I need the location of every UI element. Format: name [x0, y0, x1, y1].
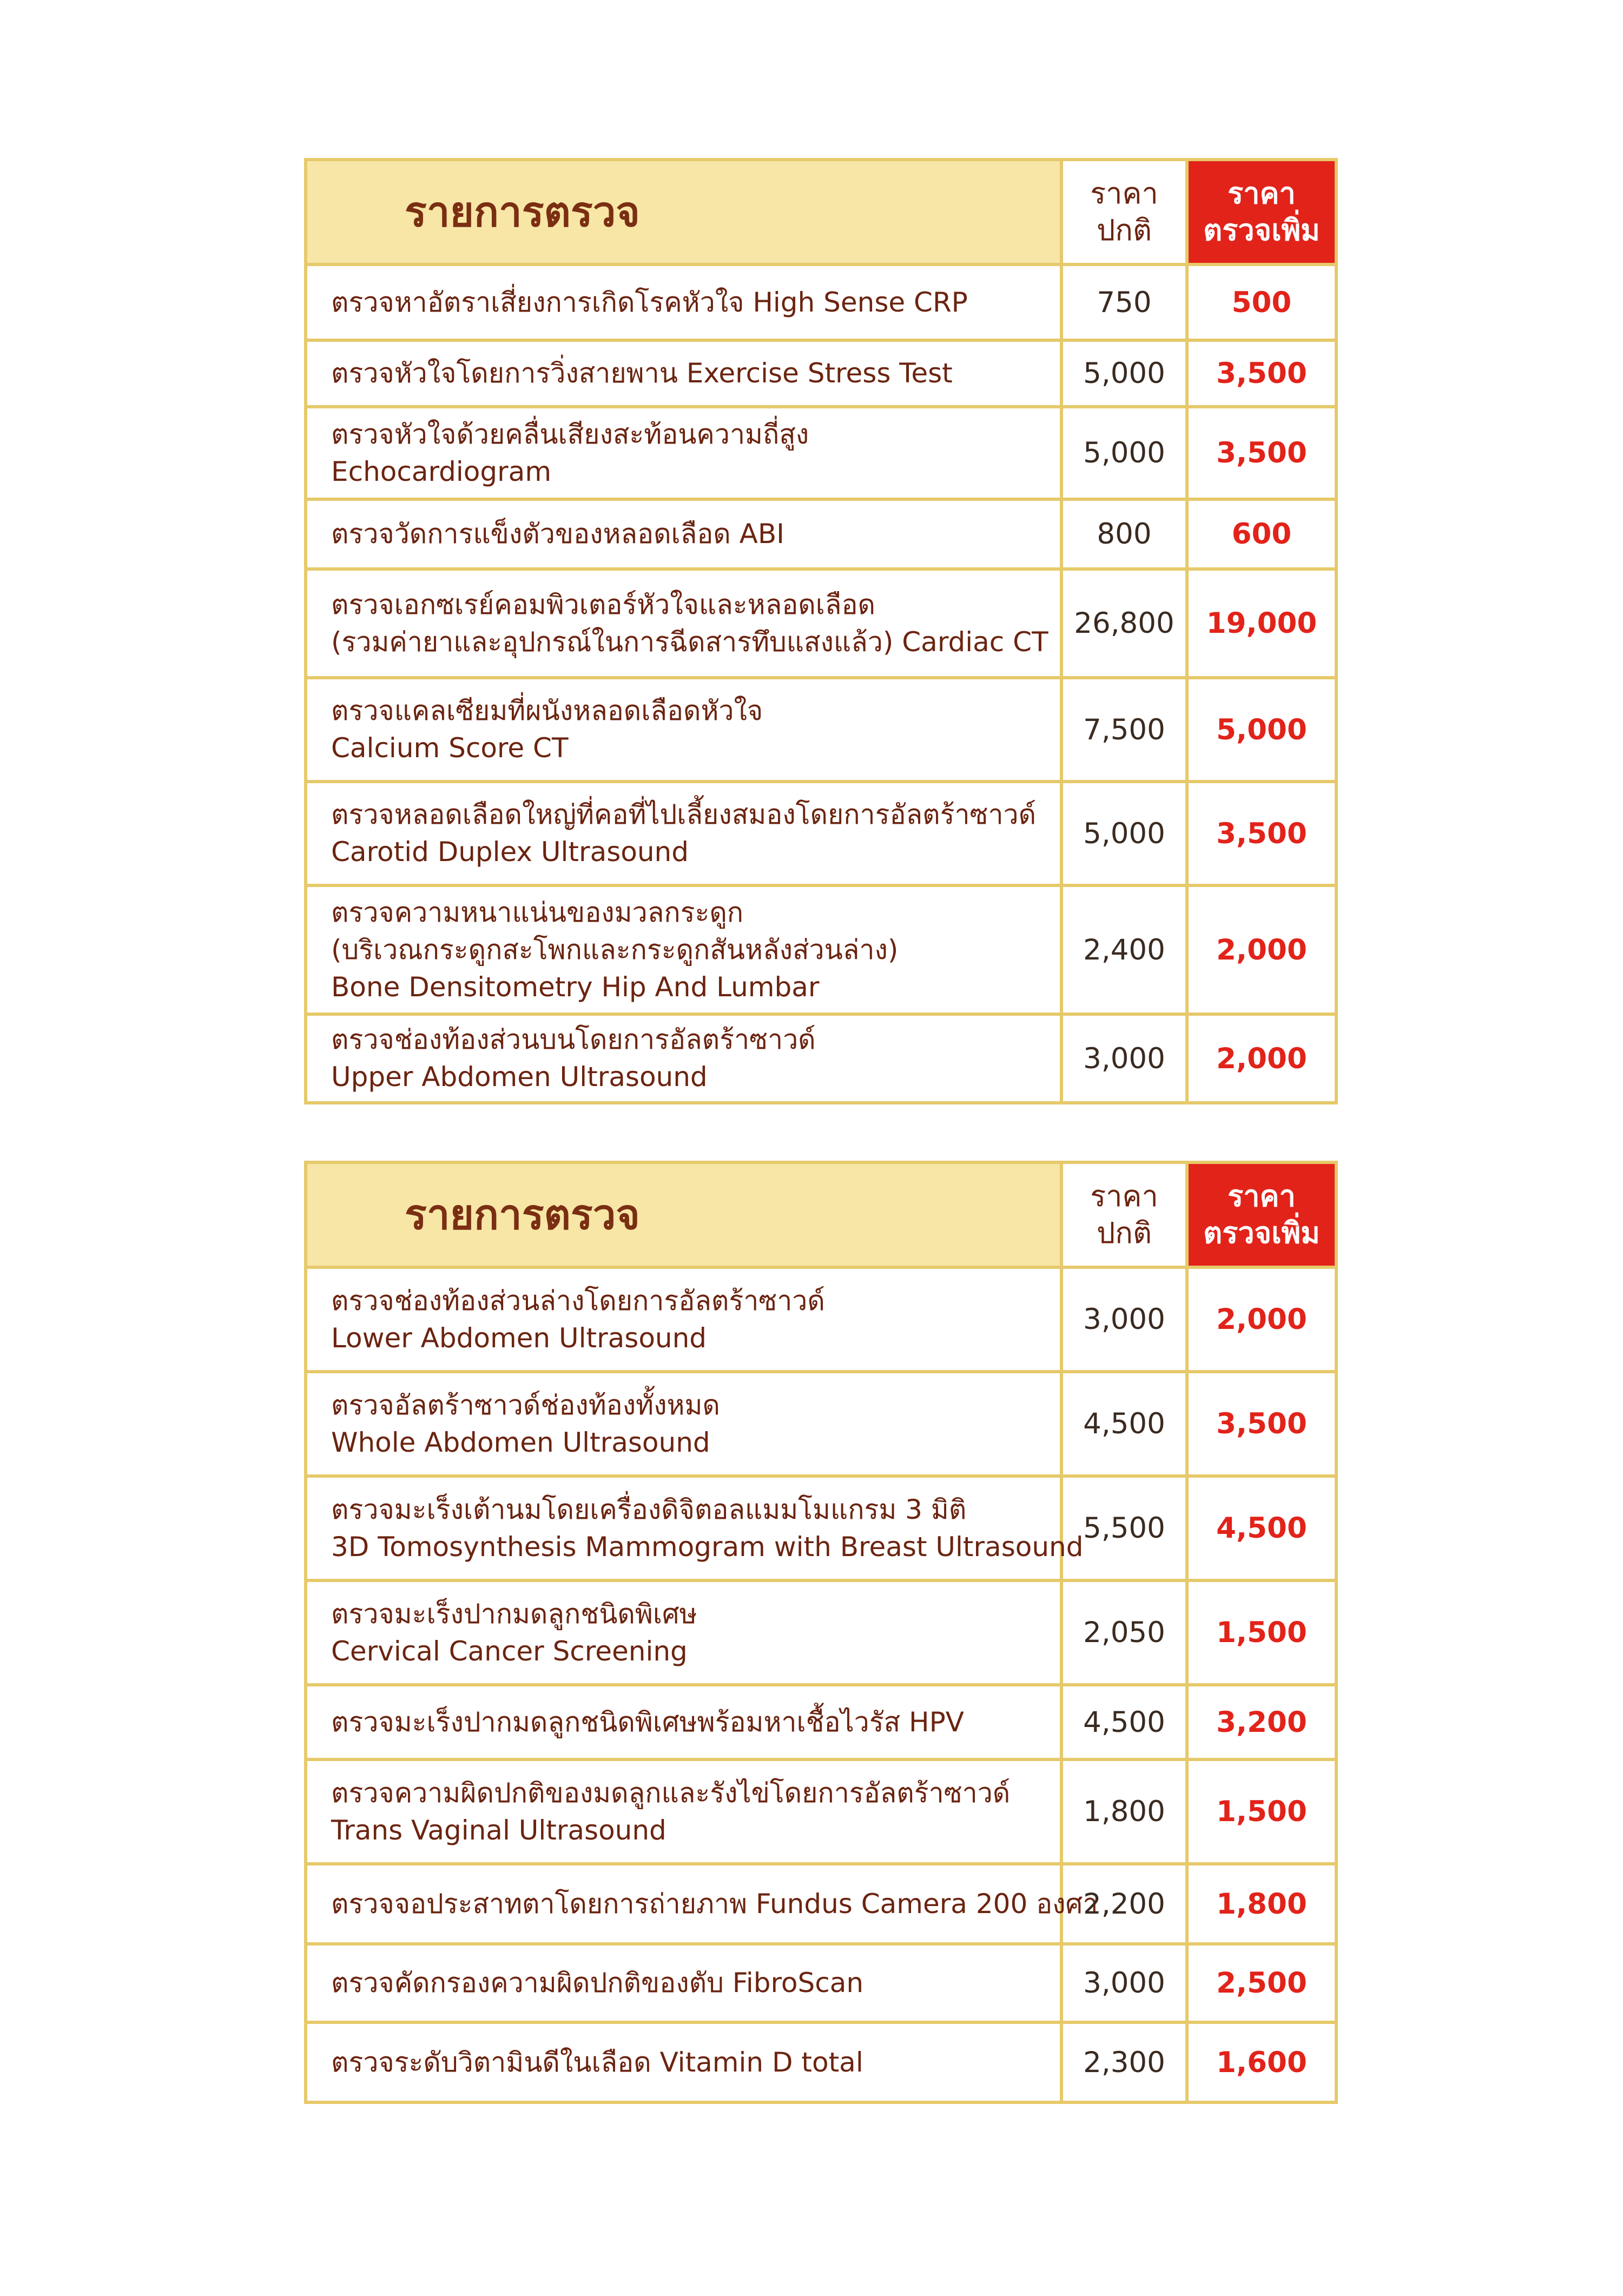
item-line: (บริเวณกระดูกสะโพกและกระดูกสันหลังส่วนล่าง) — [331, 934, 899, 965]
normal-price: 2,200 — [1061, 1864, 1187, 1944]
item-cell — [306, 782, 1061, 885]
item-line: Whole Abdomen Ultrasound — [331, 1426, 710, 1458]
table-row — [306, 569, 1336, 678]
item-cell — [306, 569, 1061, 678]
normal-price: 1,800 — [1061, 1759, 1187, 1864]
item-line: Upper Abdomen Ultrasound — [331, 1061, 708, 1093]
item-line: ตรวจเอกซเรย์คอมพิวเตอร์หัวใจและหลอดเลือด — [331, 588, 875, 620]
item-line: ตรวจอัลตร้าซาวด์ช่องท้องทั้งหมด — [331, 1389, 720, 1421]
header-normal-line1: ราคา — [1090, 1179, 1158, 1213]
table-row — [306, 1759, 1336, 1864]
item-cell — [306, 1476, 1084, 1580]
header-item-label: รายการตรวจ — [306, 160, 1061, 264]
normal-price: 5,500 — [1061, 1476, 1187, 1580]
item-cell — [306, 2022, 1061, 2102]
table-row — [306, 1372, 1336, 1476]
normal-price: 5,000 — [1061, 407, 1187, 499]
item-line: (รวมค่ายาและอุปกรณ์ในการฉีดสารทึบแสงแล้ว) Cardiac CT — [331, 626, 1048, 658]
item-cell — [306, 1580, 1061, 1685]
promo-price: 3,500 — [1187, 1372, 1336, 1476]
item-line: ตรวจมะเร็งปากมดลูกชนิดพิเศษพร้อมหาเชื้อไวรัส HPV — [331, 1706, 964, 1738]
item-line: ตรวจความหนาแน่นของมวลกระดูก — [331, 896, 744, 928]
header-promo-line1: ราคา — [1228, 1179, 1296, 1213]
promo-price: 3,500 — [1187, 782, 1336, 885]
header-promo-line2: ตรวจเพิ่ม — [1203, 1216, 1320, 1250]
item-line: ตรวจช่องท้องส่วนล่างโดยการอัลตร้าซาวด์ — [331, 1285, 825, 1316]
table-row — [306, 1864, 1336, 1944]
header-normal-line1: ราคา — [1090, 176, 1158, 210]
item-cell — [306, 1014, 1061, 1103]
item-line: Echocardiogram — [331, 455, 552, 487]
price-table-2 — [304, 1161, 1338, 2104]
table-row — [306, 407, 1336, 499]
header-normal-line2: ปกติ — [1096, 1216, 1152, 1250]
normal-price: 2,050 — [1061, 1580, 1187, 1685]
table-row — [306, 782, 1336, 885]
table-row — [306, 885, 1336, 1014]
promo-price: 1,800 — [1187, 1864, 1336, 1944]
item-cell — [306, 1944, 1061, 2022]
item-line: Lower Abdomen Ultrasound — [331, 1322, 707, 1354]
item-line: ตรวจระดับวิตามินดีในเลือด Vitamin D total — [331, 2046, 863, 2078]
normal-price: 26,800 — [1061, 569, 1187, 678]
table-row — [306, 340, 1336, 407]
promo-price: 4,500 — [1187, 1476, 1336, 1580]
item-line: ตรวจหาอัตราเสี่ยงการเกิดโรคหัวใจ High Sense CRP — [331, 286, 968, 318]
item-cell — [306, 1267, 1061, 1372]
table-row — [306, 2022, 1336, 2102]
header-promo-price — [1187, 160, 1336, 264]
promo-price: 5,000 — [1187, 678, 1336, 782]
normal-price: 4,500 — [1061, 1685, 1187, 1759]
header-normal-price — [1061, 160, 1187, 264]
item-line: ตรวจหัวใจด้วยคลื่นเสียงสะท้อนความถี่สูง — [331, 418, 809, 450]
item-line: 3D Tomosynthesis Mammogram with Breast Ultrasound — [331, 1531, 1084, 1563]
table-row — [306, 1685, 1336, 1759]
item-line: ตรวจวัดการแข็งตัวของหลอดเลือด ABI — [331, 518, 784, 550]
header-promo-line1: ราคา — [1228, 176, 1296, 210]
table-row — [306, 264, 1336, 340]
item-cell — [306, 264, 1061, 340]
item-line: ตรวจหัวใจโดยการวิ่งสายพาน Exercise Stress Test — [331, 358, 953, 389]
normal-price: 7,500 — [1061, 678, 1187, 782]
promo-price: 2,000 — [1187, 1267, 1336, 1372]
table-header-row — [306, 160, 1336, 264]
promo-price: 3,500 — [1187, 407, 1336, 499]
item-line: ตรวจคัดกรองความผิดปกติของตับ FibroScan — [331, 1967, 864, 1999]
table-row — [306, 1014, 1336, 1103]
table-row — [306, 1476, 1336, 1580]
header-item-label: รายการตรวจ — [306, 1162, 1061, 1267]
item-cell — [306, 885, 1061, 1014]
item-line: Carotid Duplex Ultrasound — [331, 836, 689, 868]
promo-price: 2,000 — [1187, 1014, 1336, 1103]
item-cell — [306, 678, 1061, 782]
promo-price: 1,500 — [1187, 1759, 1336, 1864]
normal-price: 3,000 — [1061, 1267, 1187, 1372]
normal-price: 4,500 — [1061, 1372, 1187, 1476]
item-cell — [306, 1372, 1061, 1476]
item-line: Cervical Cancer Screening — [331, 1635, 688, 1667]
promo-price: 3,500 — [1187, 340, 1336, 407]
promo-price: 2,000 — [1187, 885, 1336, 1014]
item-cell — [306, 407, 1061, 499]
promo-price: 600 — [1187, 499, 1336, 569]
table-row — [306, 1944, 1336, 2022]
header-promo-line2: ตรวจเพิ่ม — [1203, 213, 1320, 247]
price-table-1 — [304, 158, 1338, 1104]
table-header-row — [306, 1162, 1336, 1267]
normal-price: 2,400 — [1061, 885, 1187, 1014]
promo-price: 1,600 — [1187, 2022, 1336, 2102]
item-line: ตรวจหลอดเลือดใหญ่ที่คอที่ไปเลี้ยงสมองโดยการอัลตร้าซาวด์ — [331, 799, 1037, 830]
normal-price: 3,000 — [1061, 1014, 1187, 1103]
item-cell — [306, 1685, 1061, 1759]
item-line: Trans Vaginal Ultrasound — [331, 1814, 667, 1846]
table-row — [306, 1580, 1336, 1685]
header-normal-line2: ปกติ — [1096, 213, 1152, 247]
item-cell — [306, 340, 1061, 407]
promo-price: 1,500 — [1187, 1580, 1336, 1685]
normal-price: 2,300 — [1061, 2022, 1187, 2102]
item-line: Calcium Score CT — [331, 732, 569, 764]
item-line: ตรวจจอประสาทตาโดยการถ่ายภาพ Fundus Camera 200 องศา — [331, 1888, 1098, 1920]
item-line: ตรวจมะเร็งปากมดลูกชนิดพิเศษ — [331, 1598, 697, 1630]
promo-price: 2,500 — [1187, 1944, 1336, 2022]
promo-price: 19,000 — [1187, 569, 1336, 678]
table-row — [306, 678, 1336, 782]
promo-price: 3,200 — [1187, 1685, 1336, 1759]
normal-price: 750 — [1061, 264, 1187, 340]
header-promo-price — [1187, 1162, 1336, 1267]
item-cell — [306, 499, 1061, 569]
item-line: ตรวจความผิดปกติของมดลูกและรังไข่โดยการอัลตร้าซาวด์ — [331, 1777, 1011, 1809]
header-normal-price — [1061, 1162, 1187, 1267]
normal-price: 800 — [1061, 499, 1187, 569]
normal-price: 5,000 — [1061, 340, 1187, 407]
item-cell — [306, 1864, 1098, 1944]
item-cell — [306, 1759, 1061, 1864]
normal-price: 3,000 — [1061, 1944, 1187, 2022]
table-row — [306, 499, 1336, 569]
item-line: Bone Densitometry Hip And Lumbar — [331, 971, 820, 1003]
promo-price: 500 — [1187, 264, 1336, 340]
item-line: ตรวจแคลเซียมที่ผนังหลอดเลือดหัวใจ — [331, 695, 763, 726]
table-row — [306, 1267, 1336, 1372]
item-line: ตรวจช่องท้องส่วนบนโดยการอัลตร้าซาวด์ — [331, 1024, 816, 1055]
item-line: ตรวจมะเร็งเต้านมโดยเครื่องดิจิตอลแมมโมแกรม 3 มิติ — [331, 1493, 967, 1525]
normal-price: 5,000 — [1061, 782, 1187, 885]
